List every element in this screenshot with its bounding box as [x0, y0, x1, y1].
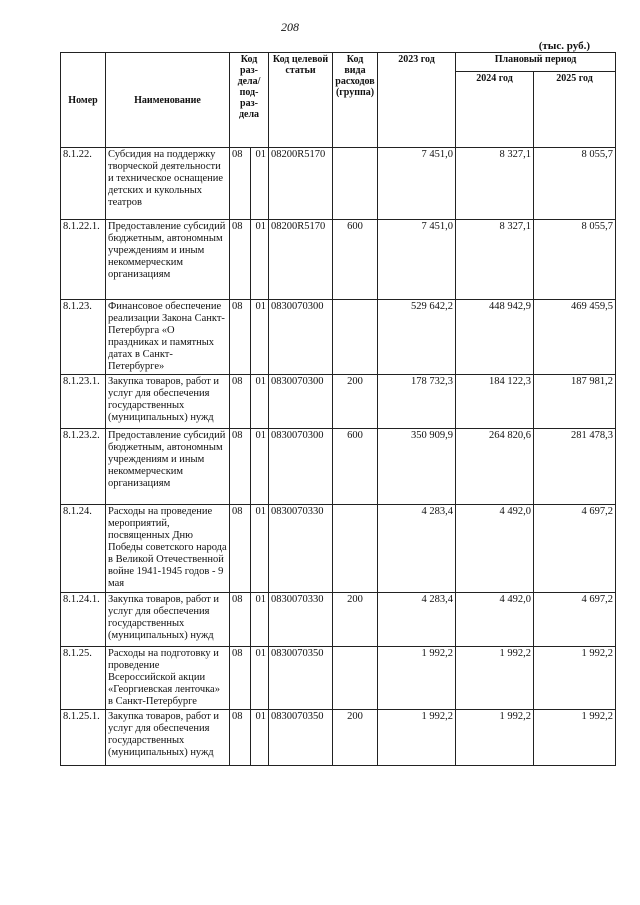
row-target-code: 0830070300	[269, 300, 333, 375]
table-row	[61, 710, 616, 766]
row-podrazdel: 01	[251, 300, 269, 375]
row-name: Закупка товаров, работ и услуг для обеспечения государственных (муниципальных) нужд	[106, 375, 230, 429]
row-value-2024: 8 327,1	[456, 220, 534, 300]
units-label: (тыс. руб.)	[538, 40, 590, 52]
header-2024: 2024 год	[456, 72, 534, 148]
row-number: 8.1.23.2.	[61, 429, 106, 505]
row-value-2025: 1 992,2	[534, 647, 616, 710]
row-value-2024: 264 820,6	[456, 429, 534, 505]
row-vid-code	[333, 647, 378, 710]
row-vid-code: 200	[333, 593, 378, 647]
row-vid-code	[333, 148, 378, 220]
row-value-2023: 4 283,4	[378, 505, 456, 593]
row-value-2025: 8 055,7	[534, 220, 616, 300]
row-value-2023: 7 451,0	[378, 148, 456, 220]
row-podrazdel: 01	[251, 375, 269, 429]
page-number: 208	[281, 20, 299, 34]
row-vid-code	[333, 300, 378, 375]
row-number: 8.1.23.1.	[61, 375, 106, 429]
row-target-code: 08200R5170	[269, 220, 333, 300]
row-value-2025: 469 459,5	[534, 300, 616, 375]
row-name: Закупка товаров, работ и услуг для обеспечения государственных (муниципальных) нужд	[106, 710, 230, 766]
row-target-code: 0830070300	[269, 429, 333, 505]
row-name: Расходы на подготовку и проведение Всероссийской акции «Георгиевская ленточка» в Санкт-Петербурге	[106, 647, 230, 710]
table-row	[61, 593, 616, 647]
row-name: Расходы на проведение мероприятий, посвященных Дню Победы советского народа в Великой Отечественной войне 1941-1945 годов - 9 мая	[106, 505, 230, 593]
header-planned: Плановый период	[456, 53, 616, 72]
table-row	[61, 300, 616, 375]
row-vid-code: 600	[333, 220, 378, 300]
row-vid-code	[333, 505, 378, 593]
row-target-code: 0830070330	[269, 593, 333, 647]
row-podrazdel: 01	[251, 505, 269, 593]
row-value-2025: 1 992,2	[534, 710, 616, 766]
row-vid-code: 600	[333, 429, 378, 505]
row-razdel: 08	[230, 429, 251, 505]
row-value-2023: 1 992,2	[378, 710, 456, 766]
row-podrazdel: 01	[251, 593, 269, 647]
row-name: Закупка товаров, работ и услуг для обеспечения государственных (муниципальных) нужд	[106, 593, 230, 647]
row-value-2023: 7 451,0	[378, 220, 456, 300]
row-number: 8.1.22.	[61, 148, 106, 220]
row-value-2024: 1 992,2	[456, 647, 534, 710]
row-razdel: 08	[230, 220, 251, 300]
table-row	[61, 647, 616, 710]
row-value-2024: 448 942,9	[456, 300, 534, 375]
header-name: Наименование	[106, 53, 230, 148]
table-row	[61, 220, 616, 300]
row-value-2023: 350 909,9	[378, 429, 456, 505]
row-podrazdel: 01	[251, 647, 269, 710]
row-target-code: 0830070350	[269, 710, 333, 766]
row-value-2023: 529 642,2	[378, 300, 456, 375]
row-value-2024: 4 492,0	[456, 593, 534, 647]
row-value-2023: 178 732,3	[378, 375, 456, 429]
row-value-2025: 4 697,2	[534, 593, 616, 647]
header-row	[61, 53, 616, 72]
row-razdel: 08	[230, 647, 251, 710]
row-razdel: 08	[230, 300, 251, 375]
row-vid-code: 200	[333, 375, 378, 429]
header-razdel: Код раз- дела/ под- раз- дела	[230, 53, 269, 148]
row-value-2024: 8 327,1	[456, 148, 534, 220]
row-razdel: 08	[230, 148, 251, 220]
row-podrazdel: 01	[251, 220, 269, 300]
row-number: 8.1.24.	[61, 505, 106, 593]
header-2023: 2023 год	[378, 53, 456, 148]
row-name: Предоставление субсидий бюджетным, автономным учреждениям и иным некоммерческим организациям	[106, 429, 230, 505]
row-target-code: 0830070350	[269, 647, 333, 710]
row-number: 8.1.25.	[61, 647, 106, 710]
row-podrazdel: 01	[251, 710, 269, 766]
row-number: 8.1.24.1.	[61, 593, 106, 647]
table-row	[61, 375, 616, 429]
row-value-2025: 281 478,3	[534, 429, 616, 505]
row-razdel: 08	[230, 593, 251, 647]
table-row	[61, 429, 616, 505]
row-value-2024: 1 992,2	[456, 710, 534, 766]
row-number: 8.1.23.	[61, 300, 106, 375]
row-razdel: 08	[230, 505, 251, 593]
header-target: Код целевой статьи	[269, 53, 333, 148]
row-podrazdel: 01	[251, 148, 269, 220]
row-podrazdel: 01	[251, 429, 269, 505]
header-vid: Код вида расходов (группа)	[333, 53, 378, 148]
row-value-2023: 4 283,4	[378, 593, 456, 647]
row-name: Предоставление субсидий бюджетным, автономным учреждениям и иным некоммерческим организациям	[106, 220, 230, 300]
table-row	[61, 148, 616, 220]
row-value-2024: 4 492,0	[456, 505, 534, 593]
row-target-code: 08200R5170	[269, 148, 333, 220]
row-value-2025: 8 055,7	[534, 148, 616, 220]
row-number: 8.1.25.1.	[61, 710, 106, 766]
row-value-2025: 4 697,2	[534, 505, 616, 593]
row-name: Субсидия на поддержку творческой деятельности и техническое оснащение детских и кукольных театров	[106, 148, 230, 220]
header-2025: 2025 год	[534, 72, 616, 148]
row-razdel: 08	[230, 710, 251, 766]
row-value-2024: 184 122,3	[456, 375, 534, 429]
table-row	[61, 505, 616, 593]
budget-table	[60, 52, 616, 766]
row-target-code: 0830070330	[269, 505, 333, 593]
row-target-code: 0830070300	[269, 375, 333, 429]
header-nomer: Номер	[61, 53, 106, 148]
row-value-2023: 1 992,2	[378, 647, 456, 710]
row-value-2025: 187 981,2	[534, 375, 616, 429]
row-name: Финансовое обеспечение реализации Закона Санкт-Петербурга «О праздниках и памятных датах в Санкт-Петербурге»	[106, 300, 230, 375]
row-razdel: 08	[230, 375, 251, 429]
row-number: 8.1.22.1.	[61, 220, 106, 300]
row-vid-code: 200	[333, 710, 378, 766]
